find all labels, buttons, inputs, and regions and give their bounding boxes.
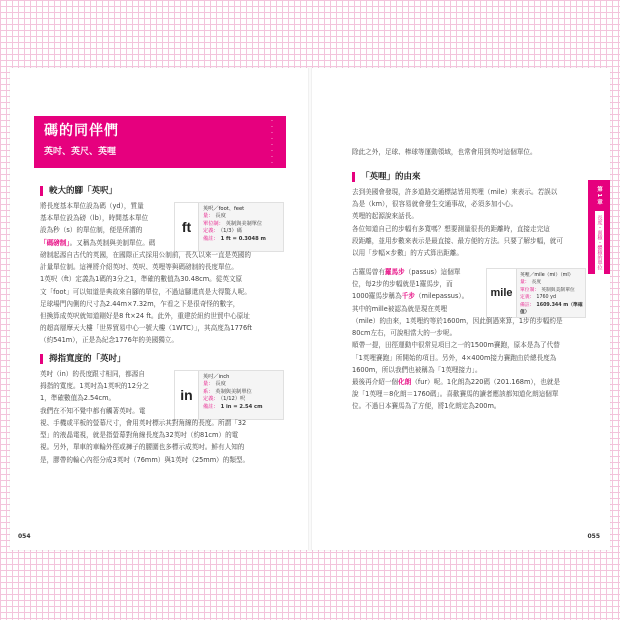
paragraph-line: 磅制起源自古代的英國，在國際正式採用公制前，長久以來一直是英國的 [40, 251, 251, 259]
unit-line: 定義： （1/3）碼 [203, 228, 242, 235]
paragraph-line: 計量單位制。這裡將介紹英吋、英呎、英哩等與碼磅制的長度單位。 [40, 263, 238, 272]
section-title-foot [40, 186, 117, 196]
paragraph-line: 拇指的寬度。1英吋為1英呎的12分之 [40, 382, 150, 391]
unit-line: 單位制： 英制與美制單位 [203, 220, 263, 227]
paragraph-line: 古羅馬曾有羅馬步（passus）這個單 [352, 268, 461, 276]
paragraph-line: 足球場門內側的尺寸為2.44m×7.32m，乍看之下是很奇怪的數字， [40, 299, 240, 308]
paragraph-line: 1，準確數值為2.54cm。 [40, 394, 116, 403]
section2-narrow-text [40, 368, 170, 417]
paragraph-line: 為是（km），很容易就會發生交通事故，必須多加小心。 [352, 200, 518, 209]
section1-narrow-text [40, 200, 170, 249]
unit-line: 備註： 1 ft = 0.3048 m [203, 235, 266, 242]
right-intro: 除此之外，足球、棒球等運動領域，也常會用到英吋這個單位。 [352, 148, 537, 156]
unit-line: 量： 長度 [520, 280, 542, 286]
paragraph-line: 以用「步幅×步數」的方式算出距離。 [352, 249, 464, 258]
section-title-text: 較大的腳「英呎」 [49, 186, 118, 196]
unit-symbol: in [175, 371, 199, 419]
paragraph-line: 最後再介紹一個化朗（fur）呢。1化朗為220碼（201.168m），也就是 [352, 378, 561, 387]
highlight-term: 化朗 [398, 378, 412, 387]
unit-info [203, 206, 266, 243]
paragraph-line: 但換算成英呎就知道剛好是8 ft×24 ft。此外，重建於紐約世貿中心原址 [40, 312, 250, 321]
header-subtitle: 英吋、英尺、英哩 [44, 147, 117, 157]
paragraph-line: 的超高層摩天大樓「世界貿易中心一號大樓（1WTC）」，其高度為1776ft [40, 324, 252, 333]
chapter-side-tab[interactable] [588, 180, 610, 274]
paragraph-line: 各位知道自己的步幅有多寬嗎？想要測量很長的距離時，直接走完這 [352, 224, 550, 233]
paragraph-line: 視、手機或平板的螢幕尺寸，會用英吋標示其對角線的長度。所謂「32 [40, 419, 247, 427]
highlight-term: 千步 [401, 292, 415, 301]
section2-wide-text [40, 417, 286, 466]
tab-chapter-title: 長度・面積・體積的單位 [595, 211, 604, 274]
paragraph-text: 。又稱為英制與美制單位。碼 [69, 238, 156, 247]
paragraph-line: 我們在不知不覺中都有觸著英吋。電 [40, 406, 146, 415]
paragraph-line: （約541m），正是為紀念1776年的美國獨立。 [40, 336, 178, 345]
paragraph-line: 位，每2步的步幅就是1羅馬步，而 [352, 280, 453, 289]
section-title-text: 拇指寬度的「英吋」 [49, 354, 126, 364]
unit-line: 量： 長度 [203, 213, 226, 220]
paragraph-line: 1600m，所以我們也被稱為「1英哩接力」。 [352, 365, 482, 374]
paragraph-line: 視。另外，單車的車輪外徑或褲子的腰圍也多標示成英吋。鮮有人知的 [40, 443, 245, 452]
header-dots: ・・・・・・・・・・ [268, 112, 275, 172]
paragraph-line: 英吋（in）的長度跟寸相同，都源自 [40, 370, 145, 378]
paragraph-line: （mile）的由來，1英哩約等於1600m，因此倒過來算，1步的步幅約是 [352, 317, 563, 325]
section-title-inch [40, 354, 126, 364]
unit-card-mile [486, 268, 586, 318]
paragraph-line: 將長度基本單位設為碼（yd），質量 [40, 202, 144, 210]
section1-wide-text [40, 249, 286, 347]
section-title-mile [352, 172, 421, 182]
page-number-left: 054 [18, 533, 31, 540]
book-spread [10, 68, 610, 550]
paragraph-line: 去到美國會發現，許多道路交通標誌皆用英哩（mile）來表示。若誤以 [352, 188, 558, 196]
paragraph-line: 基本單位設為磅（lb），時間基本單位 [40, 214, 149, 223]
unit-line: 定義： （1/12）呎 [203, 396, 246, 403]
paragraph-line: 文「foot」可以知道是典故來自腳的單位，不過這腳還真是大得驚人呢。 [40, 287, 251, 296]
unit-info [520, 272, 585, 316]
unit-line: 備註： 1 in = 2.54 cm [203, 403, 263, 410]
paragraph-line: 設為秒（s）的單位制，便是所謂的 [40, 226, 143, 235]
right-page [310, 68, 610, 550]
unit-card-ft [174, 202, 284, 252]
unit-line: 備註： 1609.344 m（準確值） [520, 302, 583, 316]
highlight-term: 羅馬步 [384, 268, 405, 276]
unit-symbol: mile [487, 269, 517, 317]
paragraph-line: 段距離，並用步數來表示是最直接、最方便的方法。只要了解步幅，就可 [352, 236, 563, 245]
page-number-right: 055 [587, 533, 600, 540]
unit-line: 系： 英制與美制單位 [203, 388, 252, 395]
left-page [10, 68, 310, 550]
highlight-term: 「碼磅制」 [40, 238, 70, 247]
tab-chapter-label: 第 1 章 [596, 186, 602, 205]
paragraph-line: 其中的mille被認為就是現在英哩 [352, 304, 448, 313]
section3-top-text [352, 186, 590, 259]
paragraph-line: 順帶一提，田徑運動中很常見項目之一的1500m賽跑，原本是為了代替 [352, 341, 560, 350]
unit-line: 單位制： 英制與美制單位 [520, 287, 575, 293]
unit-line: 英吋／inch [203, 374, 230, 380]
unit-line: 定義： 1760 yd [520, 295, 557, 301]
section3-narrow-text [352, 266, 484, 315]
unit-line: 量： 長度 [203, 381, 226, 388]
paragraph-line: 1英呎（ft）定義為1碼的3分之1，準確的數值為30.48cm。從英文原 [40, 275, 243, 284]
paragraph-line: 「1英哩賽跑」所開始的項目。另外，4×400m接力賽跑由於總長度為 [352, 353, 557, 362]
paragraph-line: 英哩的起源說來話長。 [352, 212, 418, 221]
paragraph-line: 80cm左右，可說相當大的一步呢。 [352, 329, 457, 338]
paragraph-line: 說「1英哩＝8化朗＝1760碼」。喜歡賽馬的讀者應該都知道化朗這個單 [352, 390, 559, 399]
unit-line: 英呎／foot、feet [203, 206, 245, 212]
paragraph-line: 是，膠帶的輪心內徑分成3英吋（76mm）與1英吋（25mm）的類型。 [40, 455, 250, 464]
paragraph-line: 1000羅馬步稱為千步（milepassus）。 [352, 292, 469, 301]
unit-line: 英哩／mile（mi）（ml） [520, 273, 574, 278]
paragraph-line: 型」的液晶電視，就是指螢幕對角線長度為32英吋（約81cm）的電 [40, 431, 239, 440]
paragraph-line [40, 237, 170, 249]
chapter-header [34, 112, 286, 172]
unit-info [203, 374, 263, 411]
unit-symbol: ft [175, 203, 199, 251]
section-title-text: 「英哩」的由來 [361, 172, 421, 182]
unit-card-in [174, 370, 284, 420]
section3-bottom-text [352, 315, 590, 413]
header-title: 碼的同伴們 [44, 123, 119, 139]
paragraph-line: 位。不過日本賽馬為了方便，將1化朗定為200m。 [352, 402, 501, 411]
